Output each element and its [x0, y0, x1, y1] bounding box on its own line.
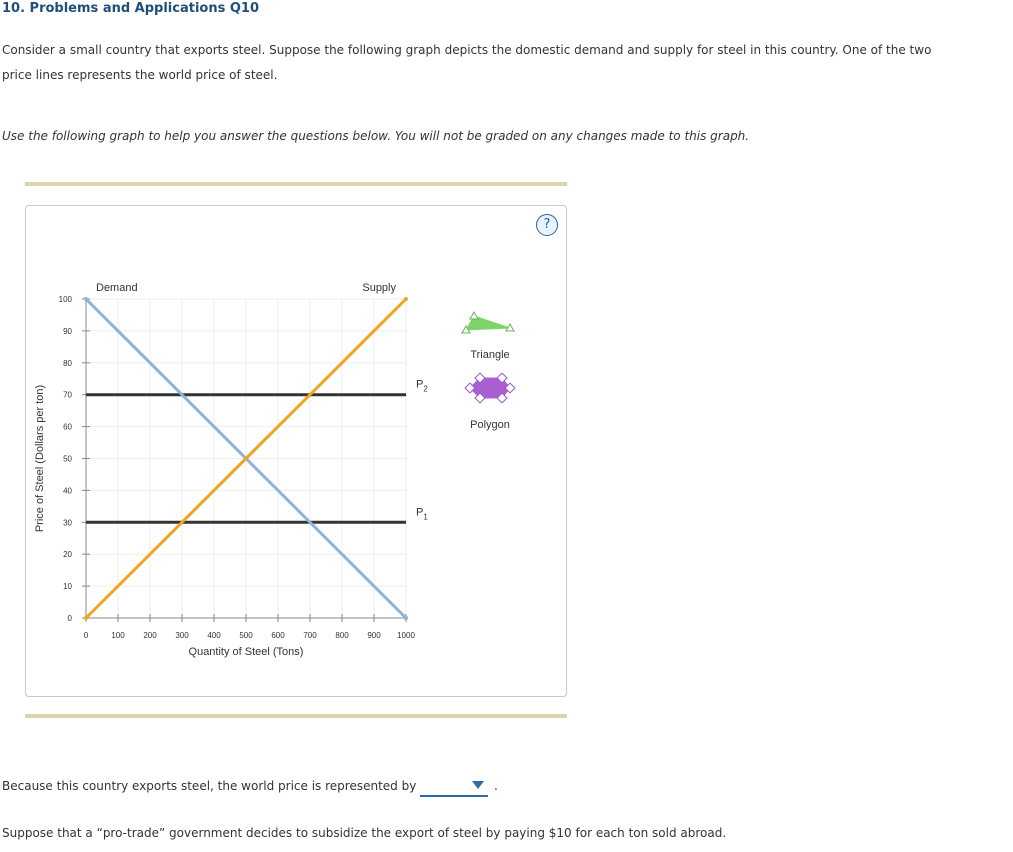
question-1-period: .	[494, 779, 498, 793]
triangle-handle	[470, 312, 478, 319]
price-line-label: $P_1$	[416, 506, 428, 522]
y-tick-label: 80	[63, 358, 72, 368]
x-tick-label: 600	[271, 631, 285, 640]
y-tick-label: 20	[63, 550, 72, 560]
question-1-text: Because this country exports steel, the world price is represented by	[2, 779, 417, 793]
x-axis-label: Quantity of Steel (Tons)	[188, 646, 304, 658]
x-tick-label: 700	[303, 631, 317, 640]
price-line-label-subscript: 2	[423, 384, 428, 394]
polygon-tool-label: Polygon	[470, 419, 510, 431]
curve-endpoint[interactable]	[404, 297, 408, 301]
price-line-label: $P_2$	[416, 378, 428, 394]
x-tick-label: 300	[175, 631, 189, 640]
y-tick-label: 70	[63, 390, 72, 400]
top-divider	[25, 182, 567, 186]
bottom-divider	[25, 714, 567, 718]
graph-panel[interactable]	[25, 205, 567, 697]
curve-endpoint[interactable]	[84, 297, 88, 301]
question-2-text: Suppose that a “pro-trade” government decides to subsidize the export of steel by paying $10 for each ton sold abroad.	[2, 826, 727, 840]
y-tick-label: 50	[63, 454, 72, 464]
y-tick-label: 0	[67, 614, 72, 623]
x-tick-label: 0	[83, 631, 89, 640]
y-tick-label: 10	[63, 582, 72, 592]
curve-endpoint[interactable]	[404, 616, 408, 620]
triangle-tool-label: Triangle	[470, 349, 510, 361]
x-tick-label: 200	[143, 631, 157, 640]
world-price-dropdown[interactable]	[420, 777, 488, 797]
y-tick-label: 40	[63, 486, 72, 496]
y-tick-label: 100	[58, 295, 72, 304]
x-tick-label: 900	[367, 631, 381, 640]
x-tick-label: 500	[239, 631, 253, 640]
question-title: 10. Problems and Applications Q10	[2, 1, 259, 16]
x-tick-label: 800	[335, 631, 349, 640]
y-axis-label: Price of Steel (Dollars per ton)	[34, 384, 46, 533]
curve-endpoint[interactable]	[84, 616, 88, 620]
x-tick-label: 100	[111, 631, 125, 640]
price-line-label-subscript: 1	[423, 512, 428, 522]
series-label-supply: Supply	[362, 282, 396, 294]
help-button[interactable]: ?	[536, 214, 558, 236]
chevron-down-icon	[472, 781, 484, 789]
question-intro: Consider a small country that exports steel. Suppose the following graph depicts the domestic demand and supply for steel in this country. One of the two price lines represents the world price of steel.	[2, 43, 932, 82]
y-tick-label: 30	[63, 518, 72, 528]
graph-instructions: Use the following graph to help you answer the questions below. You will not be graded on any changes made to this graph.	[2, 129, 750, 143]
y-tick-label: 90	[63, 326, 72, 336]
series-label-demand: Demand	[96, 282, 138, 294]
x-tick-label: 1000	[397, 631, 415, 640]
y-tick-label: 60	[63, 422, 72, 432]
x-tick-label: 400	[207, 631, 221, 640]
supply-demand-chart[interactable]	[26, 206, 566, 696]
